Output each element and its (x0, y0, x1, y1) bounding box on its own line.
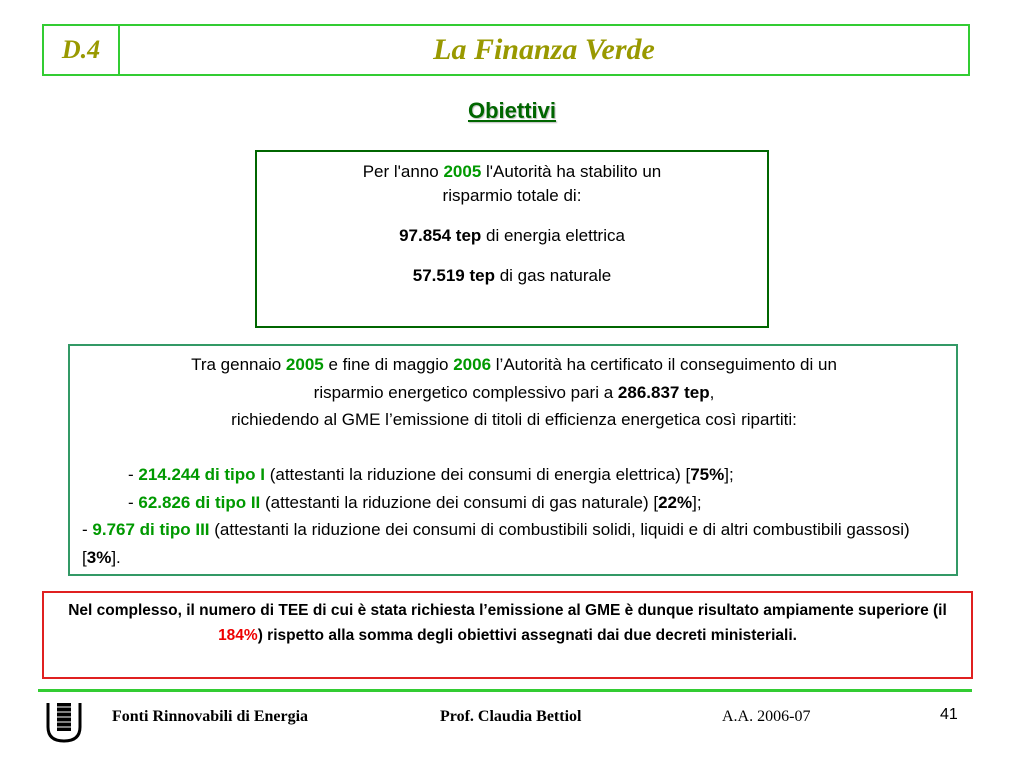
page-number: 41 (940, 706, 958, 723)
titles-type-1: - 214.244 di tipo I (attestanti la riduzione dei consumi di energia elettrica) [75%]; (128, 465, 734, 484)
certification-line-1: Tra gennaio 2005 e fine di maggio 2006 l’Autorità ha certificato il conseguimento di un (191, 355, 837, 374)
certification-box (68, 344, 958, 576)
section-title-text: Obiettivi (467, 98, 556, 123)
footer-divider (38, 689, 972, 692)
electricity-value: 97.854 tep (399, 226, 482, 245)
footer-course: Fonti Rinnovabili di Energia (112, 708, 309, 725)
conclusion-box: Nel complesso, il numero di TEE di cui è stata richiesta l’emissione al GME è dunque risultato ampiamente superiore (il 184%) rispetto alla somma degli obiettivi assegnati dai due decreti ministeriali. (42, 591, 973, 679)
footer-academic-year: A.A. 2006-07 (722, 708, 811, 725)
titles-type-3: - 9.767 di tipo III (attestanti la riduzione dei consumi di combustibili solidi, liquidi e di altri combustibili gassosi) [3%]. (82, 520, 910, 567)
electricity-target: 97.854 tep di energia elettrica (399, 226, 625, 245)
target-intro: Per l'anno 2005 l'Autorità ha stabilito un (362, 162, 662, 181)
certification-line-2: risparmio energetico complessivo pari a 286.837 tep, (313, 382, 715, 402)
certification-line-3: richiedendo al GME l’emissione di titoli di efficienza energetica così ripartiti: (231, 410, 797, 429)
slide-header (42, 24, 970, 76)
total-savings: 286.837 tep (617, 382, 710, 402)
gas-target: 57.519 tep di gas naturale (412, 266, 612, 285)
target-year: 2005 (443, 162, 482, 181)
annual-target-box (255, 150, 769, 328)
titles-type-2: - 62.826 di tipo II (attestanti la riduzione dei consumi di gas naturale) [22%]; (128, 492, 702, 512)
section-title (0, 98, 1024, 124)
gas-value: 57.519 tep (412, 266, 495, 285)
section-code: D.4 (44, 26, 120, 74)
university-logo-icon (44, 701, 84, 743)
footer-professor: Prof. Claudia Bettiol (440, 708, 582, 725)
slide-title: La Finanza Verde (433, 33, 655, 66)
overall-percentage: 184% (218, 627, 258, 644)
target-intro-2: risparmio totale di: (442, 186, 582, 205)
